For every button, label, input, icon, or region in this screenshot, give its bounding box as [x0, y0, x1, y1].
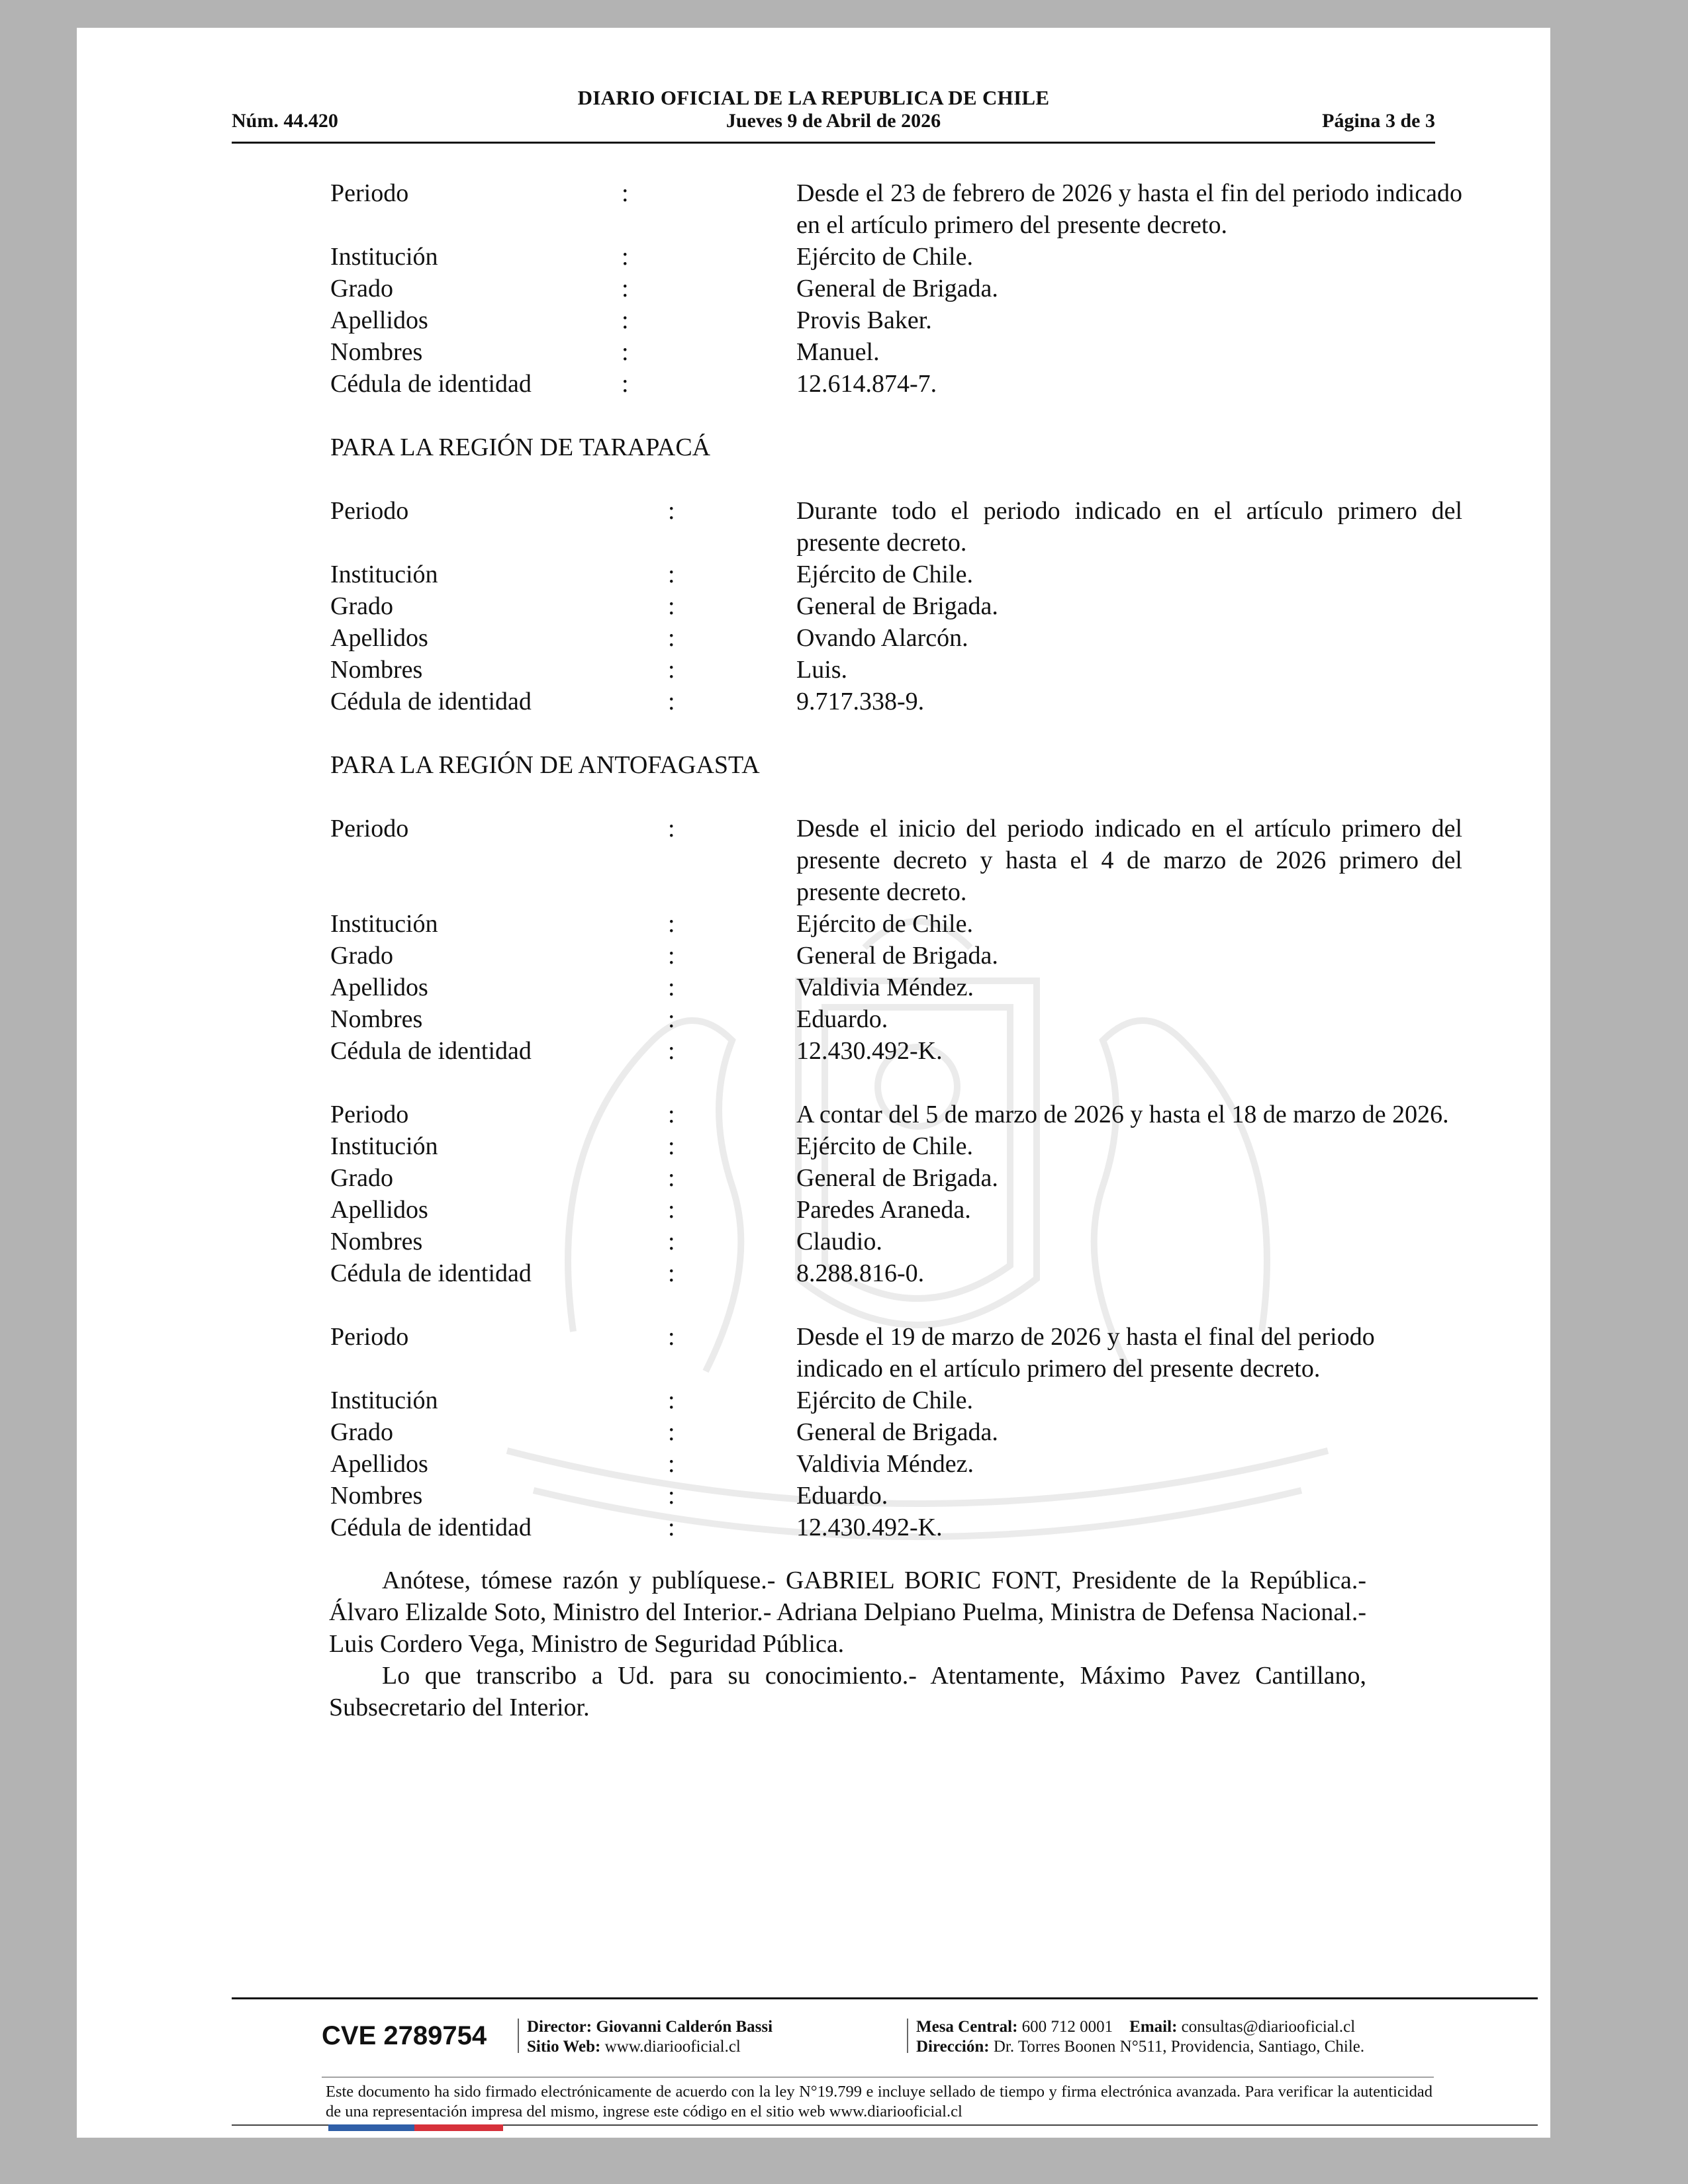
colon: : [668, 910, 675, 938]
colon: : [622, 179, 629, 207]
colon: : [668, 1101, 675, 1128]
label-nombres: Nombres [330, 338, 423, 366]
colon: : [668, 942, 675, 970]
header-divider [232, 142, 1435, 144]
label-cedula: Cédula de identidad [330, 1037, 532, 1065]
label-nombres: Nombres [330, 656, 423, 684]
decree-body [330, 177, 1462, 1723]
value-periodo: Desde el inicio del periodo indicado en el artículo primero del presente decreto y hasta el 4 de marzo de 2026 primero del presente decreto. [796, 815, 1462, 906]
closing-text [329, 1565, 1366, 1723]
label-apellidos: Apellidos [330, 974, 428, 1001]
value-apellidos: Ovando Alarcón. [796, 624, 968, 652]
colon: : [668, 1418, 675, 1446]
colon: : [668, 1005, 675, 1033]
colon: : [668, 1037, 675, 1065]
label-periodo: Periodo [330, 1101, 409, 1128]
value-grado: General de Brigada. [796, 942, 998, 970]
label-grado: Grado [330, 1164, 393, 1192]
phone-label: Mesa Central: [916, 2018, 1018, 2036]
official-entry [330, 177, 1462, 400]
colon: : [622, 370, 629, 398]
address-label: Dirección: [916, 2038, 990, 2056]
label-institucion: Institución [330, 1132, 438, 1160]
label-periodo: Periodo [330, 1323, 409, 1351]
value-grado: General de Brigada. [796, 1418, 998, 1446]
region-heading-tarapaca: PARA LA REGIÓN DE TARAPACÁ [330, 433, 711, 461]
label-grado: Grado [330, 942, 393, 970]
email-label: Email: [1129, 2018, 1178, 2036]
value-institucion: Ejército de Chile. [796, 1387, 973, 1414]
colon: : [668, 1514, 675, 1541]
colon: : [668, 497, 675, 525]
newspaper-title: DIARIO OFICIAL DE LA REPUBLICA DE CHILE [577, 86, 1050, 109]
value-periodo: Durante todo el periodo indicado en el artículo primero del presente decreto. [796, 497, 1462, 557]
colon: : [622, 306, 629, 334]
label-nombres: Nombres [330, 1005, 423, 1033]
official-entry [330, 495, 1462, 717]
director-name: Giovanni Calderón Bassi [596, 2018, 773, 2036]
flag-stripe-blue [328, 2124, 414, 2131]
colon: : [668, 1132, 675, 1160]
colon: : [668, 1482, 675, 1510]
label-institucion: Institución [330, 910, 438, 938]
closing-paragraph-signatures: Anótese, tómese razón y publíquese.- GABRIEL BORIC FONT, Presidente de la República.- Álvaro Elizalde Soto, Ministro del Interior.- Adriana Delpiano Puelma, Ministra de Defensa Nacional.- Luis Cordero Vega, Ministro de Seguridad Pública. [329, 1567, 1366, 1658]
legal-notice: Este documento ha sido firmado electrónicamente de acuerdo con la ley N°19.799 e incluye sellado de tiempo y firma electrónica avanzada. Para verificar la autenticidad de una representación impresa del mismo, ingrese este código en el sitio web www.diariooficial.cl [326, 2083, 1432, 2120]
official-entry [330, 1099, 1462, 1289]
value-periodo: Desde el 19 de marzo de 2026 y hasta el final del periodo indicado en el artículo primero del presente decreto. [796, 1323, 1375, 1383]
value-nombres: Luis. [796, 656, 848, 684]
phone-number: 600 712 0001 [1021, 2018, 1113, 2036]
label-cedula: Cédula de identidad [330, 688, 532, 715]
colon: : [668, 1450, 675, 1478]
website-label: Sitio Web: [527, 2038, 601, 2056]
label-cedula: Cédula de identidad [330, 370, 532, 398]
region-heading-antofagasta: PARA LA REGIÓN DE ANTOFAGASTA [330, 751, 760, 779]
value-institucion: Ejército de Chile. [796, 561, 973, 588]
value-cedula: 8.288.816-0. [796, 1259, 925, 1287]
address-value: Dr. Torres Boonen N°511, Providencia, Santiago, Chile. [993, 2038, 1365, 2056]
label-apellidos: Apellidos [330, 624, 428, 652]
official-entry [330, 1321, 1462, 1543]
colon: : [668, 1387, 675, 1414]
label-apellidos: Apellidos [330, 1196, 428, 1224]
label-periodo: Periodo [330, 815, 409, 842]
email-address[interactable]: consultas@diariooficial.cl [1181, 2018, 1356, 2036]
footer-director-block [527, 2017, 773, 2057]
footer-separator [518, 2019, 519, 2053]
label-apellidos: Apellidos [330, 1450, 428, 1478]
document-page [77, 28, 1550, 2138]
value-institucion: Ejército de Chile. [796, 243, 973, 271]
colon: : [668, 1196, 675, 1224]
value-nombres: Manuel. [796, 338, 880, 366]
label-periodo: Periodo [330, 497, 409, 525]
colon: : [668, 1323, 675, 1351]
value-grado: General de Brigada. [796, 275, 998, 302]
value-periodo: Desde el 23 de febrero de 2026 y hasta el fin del periodo indicado en el artículo primero del presente decreto. [796, 179, 1462, 239]
label-grado: Grado [330, 1418, 393, 1446]
value-institucion: Ejército de Chile. [796, 1132, 973, 1160]
flag-stripe-red [414, 2124, 503, 2131]
colon: : [668, 561, 675, 588]
value-apellidos: Valdivia Méndez. [796, 974, 974, 1001]
label-periodo: Periodo [330, 179, 409, 207]
director-label: Director: [527, 2018, 592, 2036]
value-nombres: Eduardo. [796, 1005, 888, 1033]
value-cedula: 12.430.492-K. [796, 1037, 943, 1065]
label-grado: Grado [330, 275, 393, 302]
value-grado: General de Brigada. [796, 592, 998, 620]
label-institucion: Institución [330, 561, 438, 588]
value-apellidos: Provis Baker. [796, 306, 932, 334]
label-grado: Grado [330, 592, 393, 620]
colon: : [668, 1164, 675, 1192]
colon: : [668, 1228, 675, 1255]
colon: : [668, 974, 675, 1001]
colon: : [668, 624, 675, 652]
colon: : [668, 656, 675, 684]
label-cedula: Cédula de identidad [330, 1514, 532, 1541]
value-cedula: 12.614.874-7. [796, 370, 937, 398]
value-cedula: 9.717.338-9. [796, 688, 925, 715]
label-institucion: Institución [330, 243, 438, 271]
label-institucion: Institución [330, 1387, 438, 1414]
colon: : [668, 688, 675, 715]
value-cedula: 12.430.492-K. [796, 1514, 943, 1541]
official-entry [330, 813, 1462, 1067]
value-apellidos: Valdivia Méndez. [796, 1450, 974, 1478]
colon: : [622, 338, 629, 366]
footer-divider [232, 1997, 1538, 1999]
colon: : [668, 592, 675, 620]
footer-contact-block [916, 2017, 1364, 2057]
footer-separator [907, 2019, 908, 2053]
page-number: Página 3 de 3 [1322, 110, 1435, 132]
colon: : [668, 815, 675, 842]
value-periodo: A contar del 5 de marzo de 2026 y hasta el 18 de marzo de 2026. [796, 1101, 1449, 1128]
colon: : [622, 243, 629, 271]
value-institucion: Ejército de Chile. [796, 910, 973, 938]
closing-paragraph-transcription: Lo que transcribo a Ud. para su conocimiento.- Atentamente, Máximo Pavez Cantillano, Subsecretario del Interior. [329, 1662, 1366, 1721]
label-nombres: Nombres [330, 1482, 423, 1510]
value-nombres: Eduardo. [796, 1482, 888, 1510]
colon: : [622, 275, 629, 302]
cve-code: CVE 2789754 [322, 2021, 487, 2050]
label-nombres: Nombres [330, 1228, 423, 1255]
issue-number: Núm. 44.420 [232, 110, 338, 132]
value-grado: General de Brigada. [796, 1164, 998, 1192]
colon: : [668, 1259, 675, 1287]
value-apellidos: Paredes Araneda. [796, 1196, 971, 1224]
label-cedula: Cédula de identidad [330, 1259, 532, 1287]
label-apellidos: Apellidos [330, 306, 428, 334]
value-nombres: Claudio. [796, 1228, 882, 1255]
website-link[interactable]: www.diariooficial.cl [604, 2038, 741, 2056]
issue-date: Jueves 9 de Abril de 2026 [726, 110, 941, 132]
